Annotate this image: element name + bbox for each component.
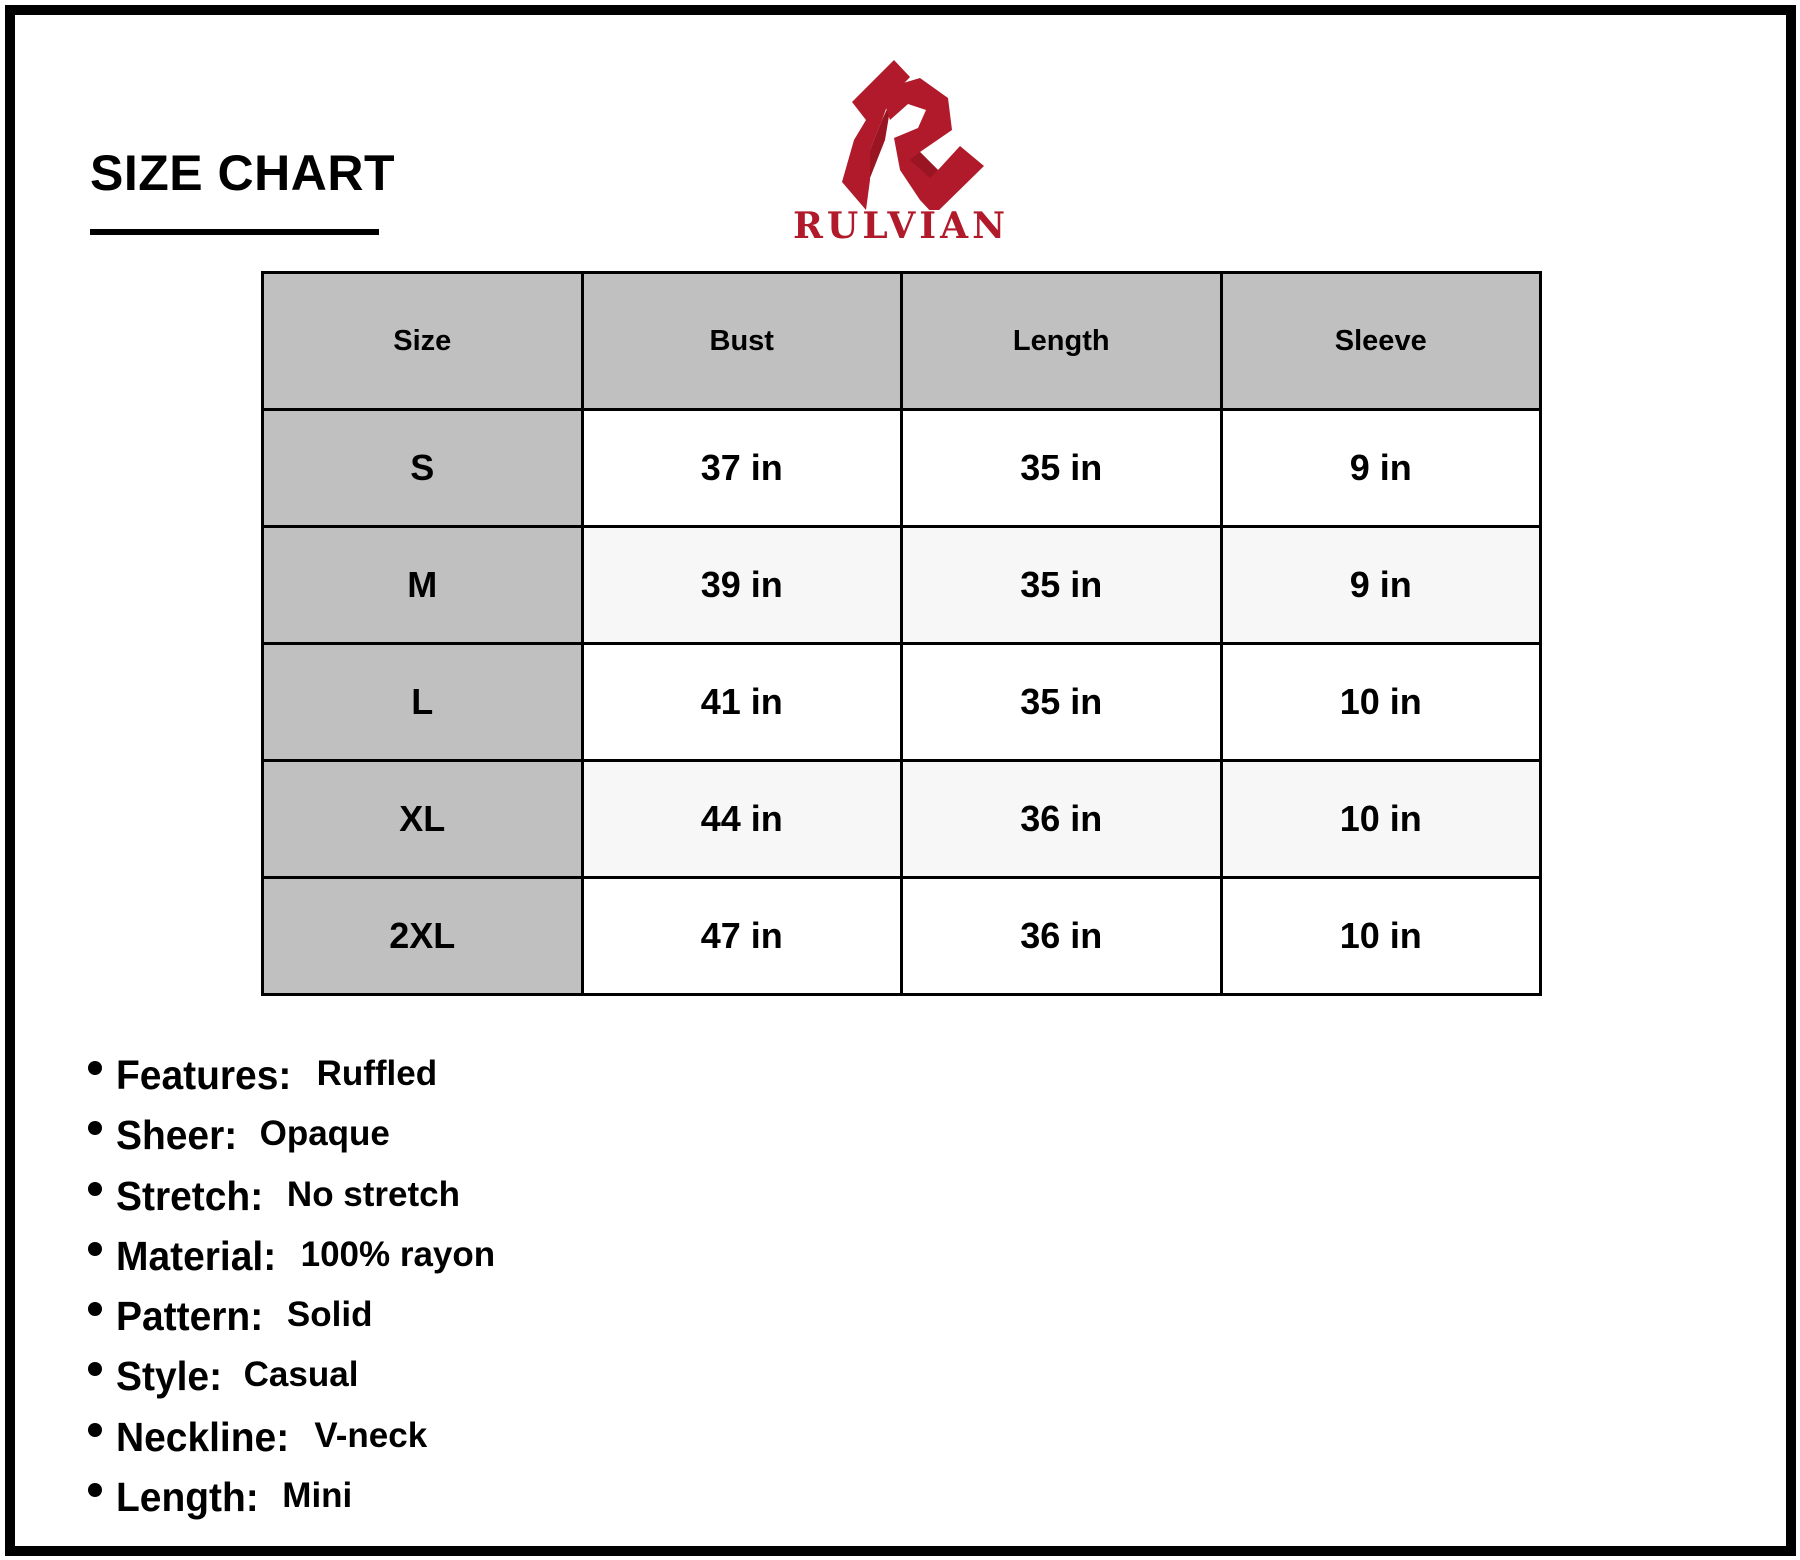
bullet-icon	[88, 1423, 102, 1437]
bullet-icon	[88, 1061, 102, 1075]
bust-cell: 39 in	[582, 527, 902, 644]
spec-value: Opaque	[259, 1114, 390, 1154]
table-row	[263, 761, 1541, 878]
spec-value: Solid	[286, 1295, 373, 1335]
bullet-icon	[88, 1242, 102, 1256]
sleeve-cell: 10 in	[1221, 878, 1541, 995]
table-row	[263, 410, 1541, 527]
length-cell: 35 in	[902, 644, 1222, 761]
table-row	[263, 527, 1541, 644]
spec-item-length	[88, 1474, 495, 1534]
bullet-icon	[88, 1483, 102, 1497]
spec-item-material	[88, 1233, 495, 1293]
bust-cell: 44 in	[582, 761, 902, 878]
bullet-icon	[88, 1302, 102, 1316]
bullet-icon	[88, 1121, 102, 1135]
spec-value: 100% rayon	[300, 1234, 496, 1274]
length-cell: 35 in	[902, 527, 1222, 644]
column-header-size: Size	[263, 273, 583, 410]
brand-name: RULVIAN	[793, 205, 1009, 247]
spec-value: Casual	[243, 1355, 359, 1395]
spec-label: Features:	[116, 1052, 292, 1098]
spec-label: Material:	[116, 1232, 277, 1279]
size-cell: XL	[263, 761, 583, 878]
rulvian-r-logo-icon	[770, 60, 1030, 210]
sleeve-cell: 9 in	[1221, 410, 1541, 527]
spec-item-sheer	[88, 1112, 495, 1172]
bust-cell: 47 in	[582, 878, 902, 995]
sleeve-cell: 10 in	[1221, 644, 1541, 761]
size-cell: S	[263, 410, 583, 527]
spec-label: Stretch:	[116, 1172, 264, 1219]
spec-value: V-neck	[314, 1415, 428, 1455]
column-header-length: Length	[902, 273, 1222, 410]
spec-value: No stretch	[286, 1174, 461, 1214]
length-cell: 36 in	[902, 878, 1222, 995]
product-specs-list	[88, 1052, 495, 1534]
title-underline	[90, 229, 379, 235]
column-header-sleeve: Sleeve	[1221, 273, 1541, 410]
spec-label: Pattern:	[116, 1293, 264, 1340]
spec-item-features	[88, 1052, 495, 1112]
table-row	[263, 644, 1541, 761]
sleeve-cell: 9 in	[1221, 527, 1541, 644]
length-cell: 35 in	[902, 410, 1222, 527]
spec-value: Mini	[282, 1476, 353, 1516]
bust-cell: 41 in	[582, 644, 902, 761]
spec-label: Sheer:	[116, 1112, 238, 1159]
table-row	[263, 878, 1541, 995]
column-header-bust: Bust	[582, 273, 902, 410]
spec-item-neckline	[88, 1414, 495, 1474]
page-title: SIZE CHART	[90, 145, 395, 201]
length-cell: 36 in	[902, 761, 1222, 878]
spec-item-pattern	[88, 1293, 495, 1353]
spec-label: Length:	[116, 1474, 259, 1521]
size-cell: 2XL	[263, 878, 583, 995]
spec-item-stretch	[88, 1173, 495, 1233]
size-table	[261, 271, 1542, 996]
size-cell: L	[263, 644, 583, 761]
spec-item-style	[88, 1353, 495, 1413]
spec-value: Ruffled	[316, 1054, 438, 1093]
bust-cell: 37 in	[582, 410, 902, 527]
bullet-icon	[88, 1362, 102, 1376]
table-header-row	[263, 273, 1541, 410]
spec-label: Style:	[116, 1353, 223, 1400]
spec-label: Neckline:	[116, 1413, 290, 1460]
bullet-icon	[88, 1182, 102, 1196]
size-cell: M	[263, 527, 583, 644]
sleeve-cell: 10 in	[1221, 761, 1541, 878]
